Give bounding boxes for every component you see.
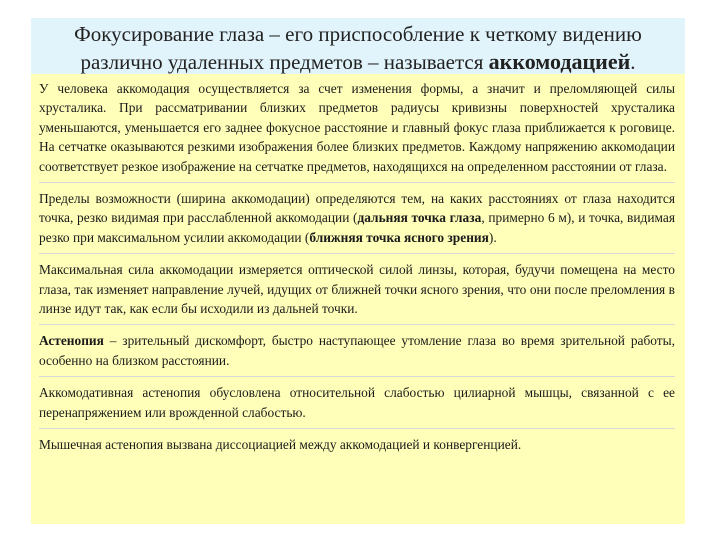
p4-text-1: – зрительный дискомфорт, быстро наступающее утомление глаза во время зрительной работы, особенно на близком расстоянии. (39, 333, 675, 368)
paragraph-accommodative-asthenopia: Аккомодативная астенопия обусловлена относительной слабостью цилиарной мышцы, связанной с ее перенапряжением или врожденной слабостью. (39, 376, 675, 422)
title-line-2-suffix: . (630, 50, 636, 74)
paragraph-max-accommodation: Максимальная сила аккомодации измеряется оптической силой линзы, которая, будучи помещена на место глаза, так изменяет направление лучей, идущих от ближней точки ясного зрения, что они после преломления в линзе идут так, как если бы исходили из дальней точки. (39, 253, 675, 318)
far-point-term: дальняя точка глаза (357, 210, 482, 226)
title-line-1: Фокусирование глаза – его приспособление к четкому видению (74, 22, 642, 46)
title-line-2-prefix: различно удаленных предметов – называется (80, 50, 489, 74)
near-point-term: ближняя точка ясного зрения (309, 229, 489, 245)
asthenopia-term: Астенопия (39, 333, 104, 349)
p2-text-1: Пределы возможности (ширина аккомодации) определяются тем, на каких расстояниях от глаза находится точка, резко видимая при расслабленной аккомодации ( (39, 191, 675, 226)
paragraph-accommodation-range (39, 182, 675, 247)
p2-text-2: , примерно 6 м), и точка, видимая резко при максимальном усилии аккомодации ( (39, 210, 675, 245)
slide-title (31, 18, 685, 74)
paragraph-muscular-asthenopia: Мышечная астенопия вызвана диссоциацией между аккомодацией и конвергенцией. (39, 428, 675, 454)
paragraph-asthenopia (39, 324, 675, 370)
p2-text-3: ). (488, 229, 497, 245)
paragraph-accommodation-mechanism: У человека аккомодация осуществляется за счет изменения формы, а значит и преломляющей силы хрусталика. При рассматривании близких предметов радиусы кривизны поверхностей хрусталика уменьшаются, уменьшается его заднее фокусное расстояние и главный фокус глаза приближается к роговице. На сетчатке оказываются резкими изображения более близких предметов. Каждому напряжению аккомодации соответствует резкое изображение на сетчатке предметов, находящихся на определенном расстоянии от глаза. (39, 81, 675, 174)
content-box (31, 74, 685, 524)
title-term: аккомодацией (488, 49, 631, 74)
